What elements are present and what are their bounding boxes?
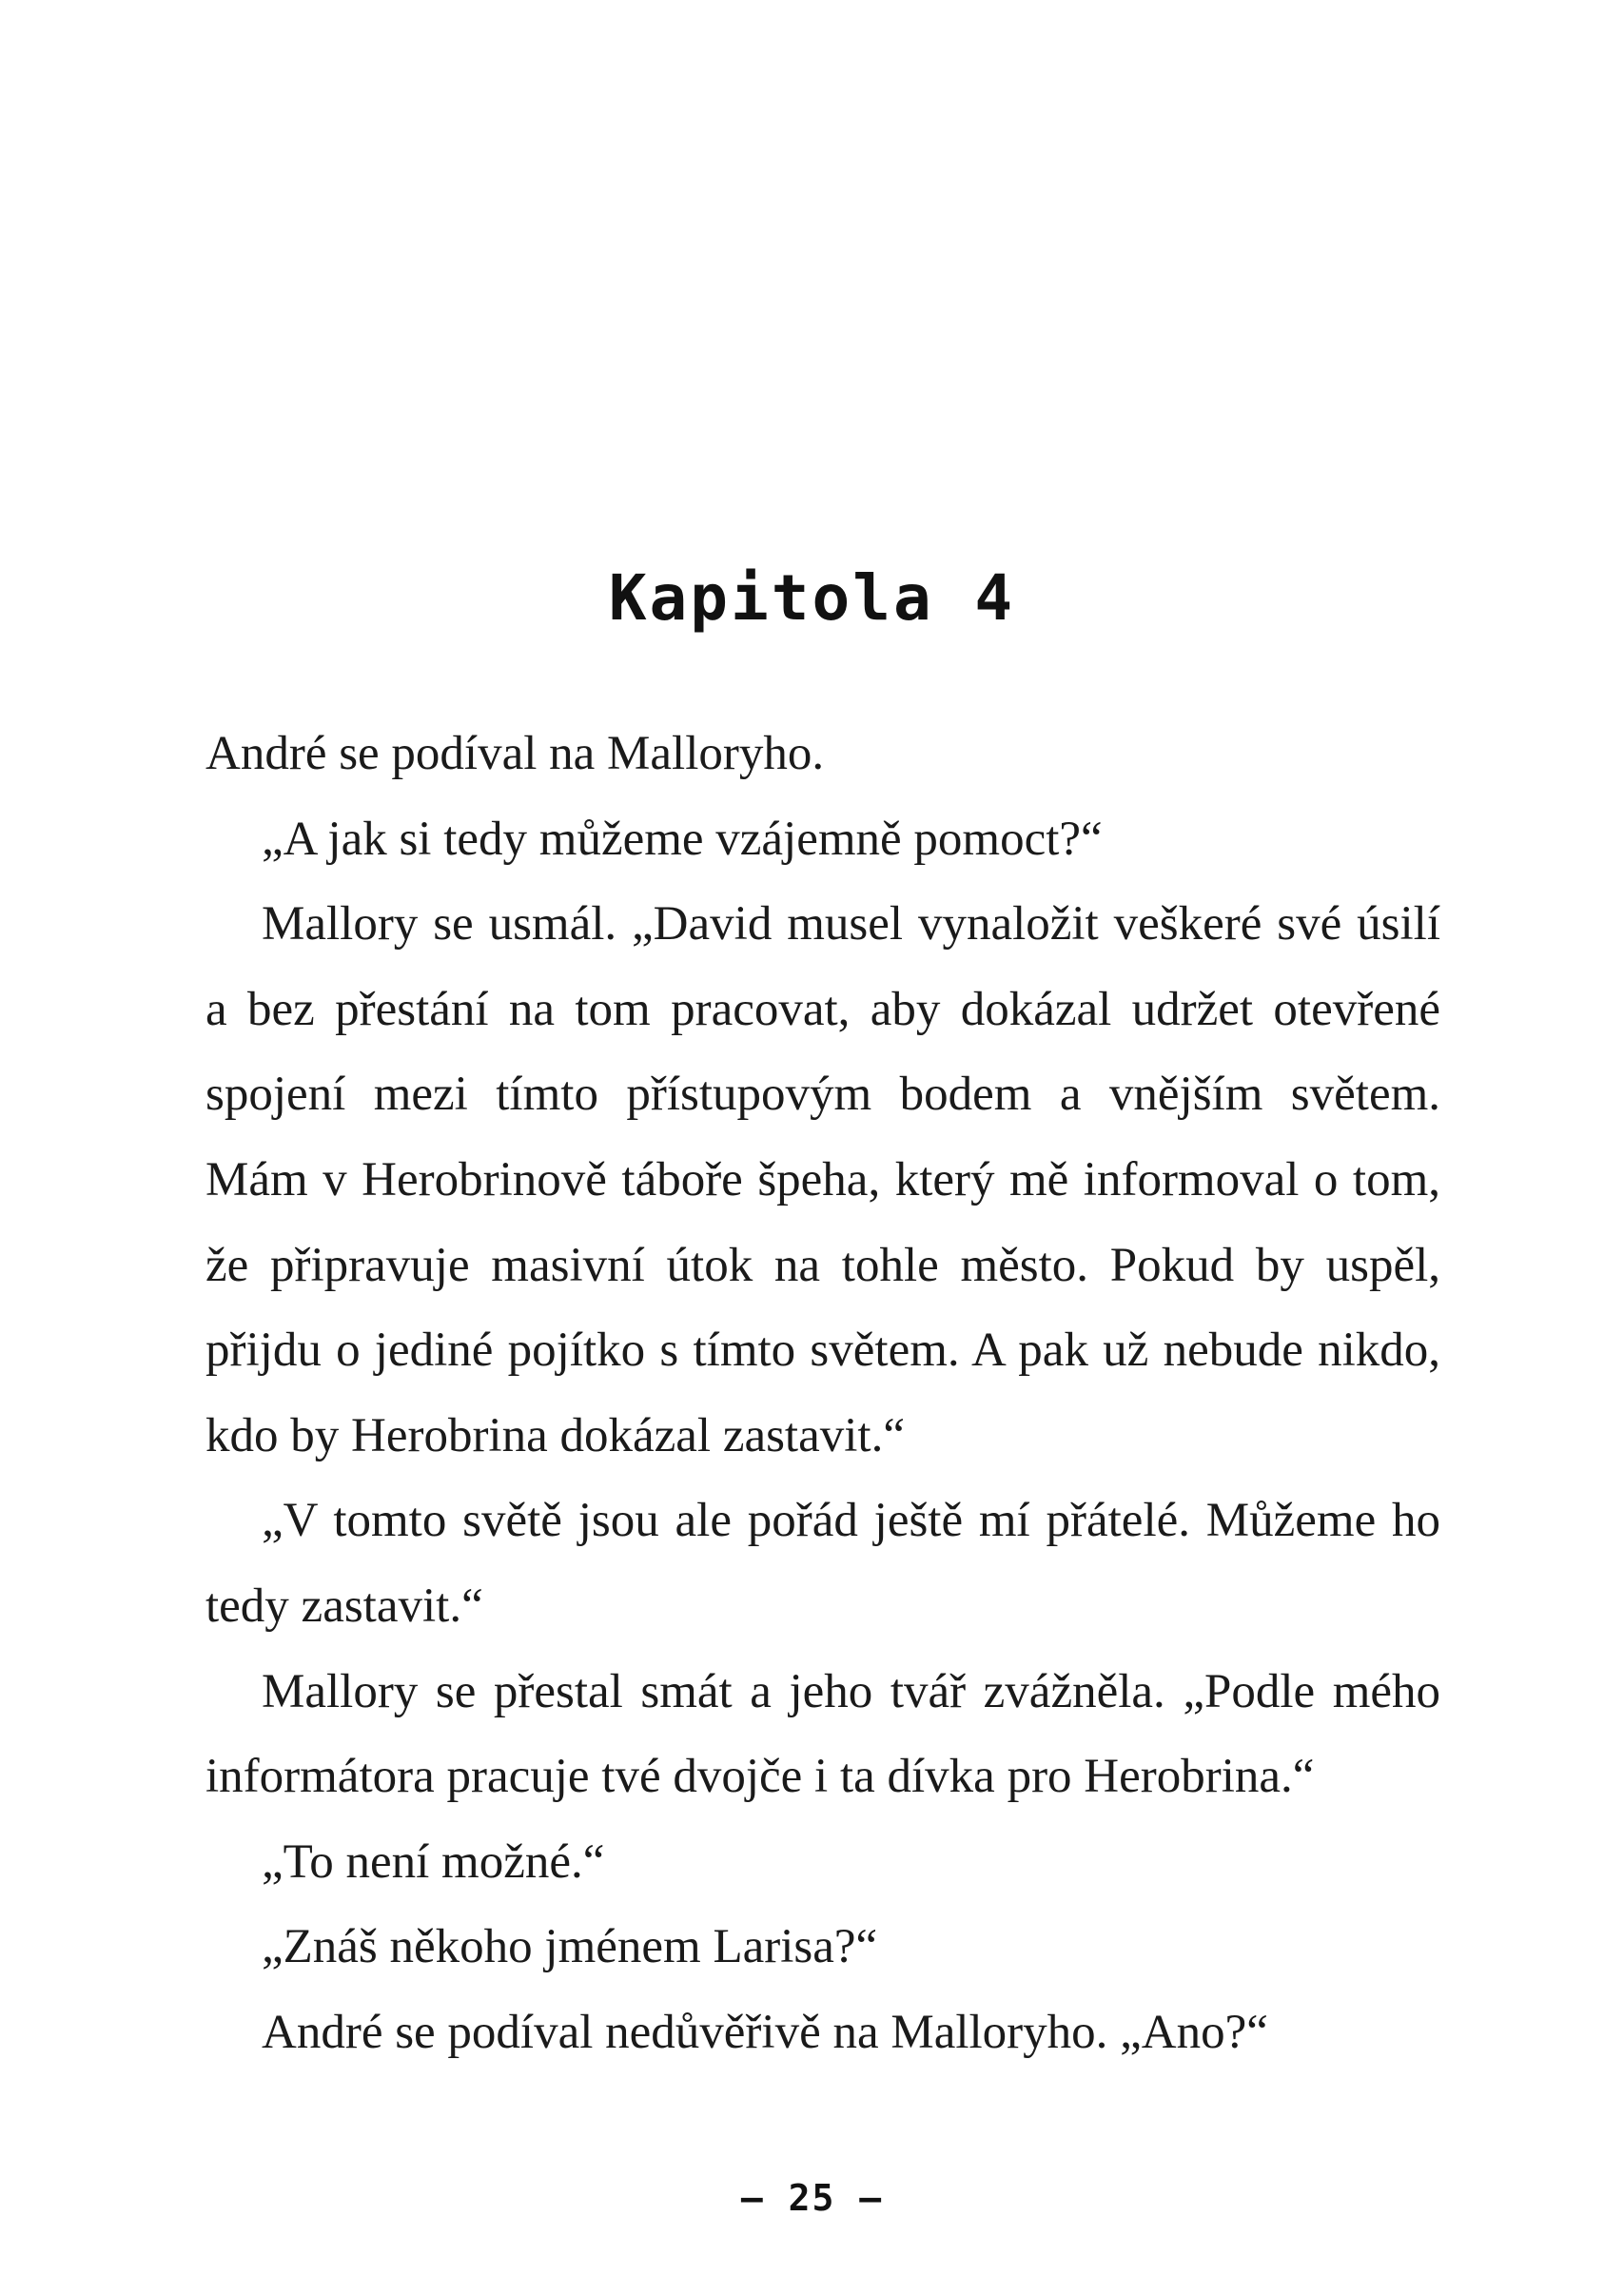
page-number: – 25 – xyxy=(740,2177,884,2219)
paragraph-1: André se podíval na Malloryho. xyxy=(205,727,825,780)
paragraph-5: Mallory se přestal smát a jeho tvář zvážněla. „Podle mého informátora pracuje tvé dvojče i ta dívka pro Herobrina.“ xyxy=(205,1664,1440,1804)
body-text xyxy=(205,712,1440,2076)
paragraph-8: André se podíval nedůvěřivě na Malloryho. „Ano?“ xyxy=(262,2005,1268,2059)
paragraph-4: „V tomto světě jsou ale pořád ještě mí přátelé. Můžeme ho tedy zastavit.“ xyxy=(205,1494,1440,1633)
paragraph-7: „Znáš někoho jménem Larisa?“ xyxy=(262,1920,878,1974)
chapter-title: Kapitola 4 xyxy=(608,561,1016,635)
paragraph-3: Mallory se usmál. „David musel vynaložit veškeré své úsilí a bez přestání na tom pracovat, aby dokázal udržet otevřené spojení mezi tímto přístupovým bodem a vnějším světem. Mám v Herobrinově táboře špeha, který mě informoval o tom, že připravuje masivní útok na tohle město. Pokud by uspěl, přijdu o jediné pojítko s tímto světem. A pak už nebude nikdo, kdo by Herobrina dokázal zastavit.“ xyxy=(205,897,1440,1462)
paragraph-6: „To není možné.“ xyxy=(262,1834,605,1889)
paragraph-2: „A jak si tedy můžeme vzájemně pomoct?“ xyxy=(262,812,1103,866)
